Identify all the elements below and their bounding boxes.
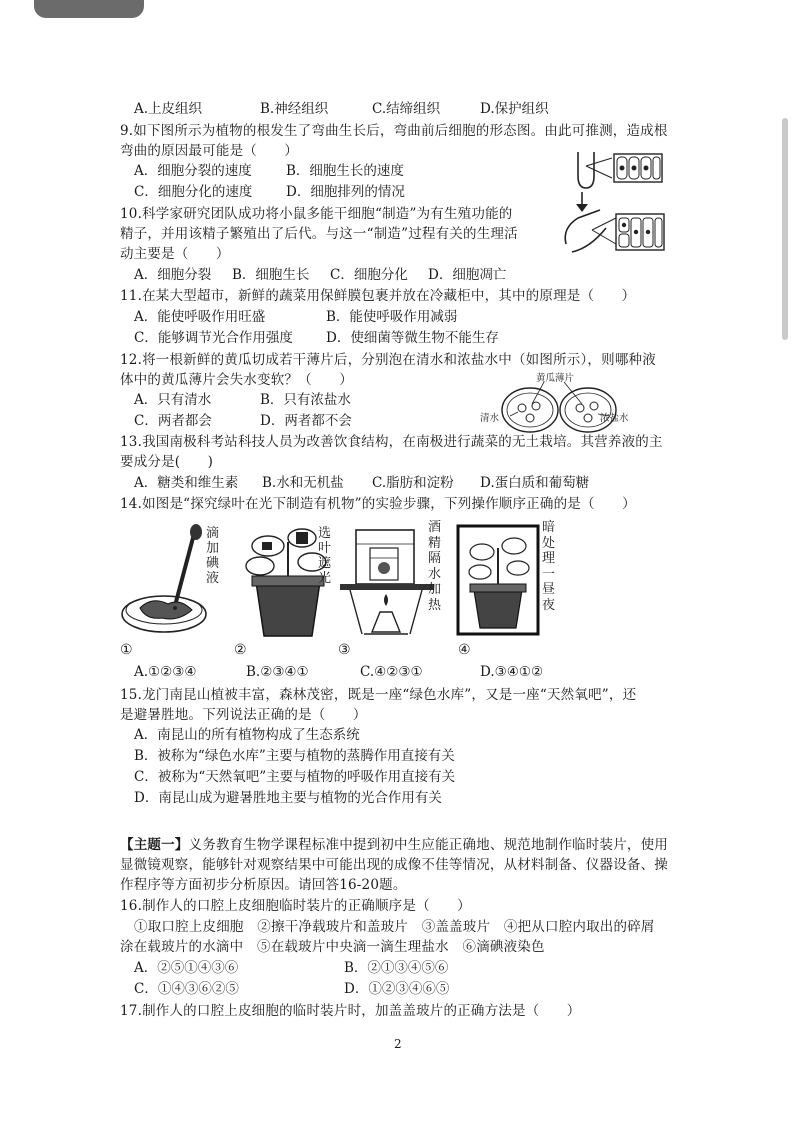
- q9-stem-line2: 弯曲的原因最可能是（ ）: [120, 143, 299, 159]
- q12-label-water: 清水: [480, 413, 500, 424]
- q11-option-b: B．能使呼吸作用减弱: [326, 309, 458, 325]
- q14-option-a: A.①②③④: [134, 664, 197, 680]
- q14-option-c: C.④②③①: [360, 664, 423, 680]
- q10-option-b: B．细胞生长: [232, 267, 310, 283]
- q13-option-a: A．糖类和维生素: [134, 475, 239, 491]
- q14-step1-iodine-figure: [118, 522, 228, 640]
- q17-stem-line1: 17.制作人的口腔上皮细胞的临时装片时，加盖盖玻片的正确方法是（ ）: [120, 1003, 581, 1019]
- q15-stem-line2: 是避暑胜地。下列说法正确的是（ ）: [120, 707, 367, 723]
- q9-root-cells-figure: [560, 148, 670, 260]
- q12-label-cucumber: 黄瓜薄片: [536, 373, 575, 384]
- q14-label-shading: 选叶遮光: [318, 526, 332, 586]
- q9-option-a: A．细胞分裂的速度: [134, 163, 252, 179]
- q14-step3-waterbath-figure: [336, 520, 446, 640]
- q9-option-d: D．细胞排列的情况: [286, 184, 405, 200]
- q15-option-b: B．被称为“绿色水库”主要与植物的蒸腾作用直接有关: [134, 748, 455, 764]
- q9-stem-line1: 9.如下图所示为植物的根发生了弯曲生长后，弯曲前后细胞的形态图。由此可推测，造成根: [120, 123, 668, 139]
- q8-option-b: B.神经组织: [260, 101, 329, 117]
- q9-option-b: B．细胞生长的速度: [286, 163, 404, 179]
- q15-option-c: C．被称为“天然氧吧”主要与植物的呼吸作用直接有关: [134, 769, 456, 785]
- q14-fig-number-2: ②: [234, 642, 247, 658]
- q12-option-c: C．两者都会: [134, 413, 212, 429]
- q16-option-a: A．②⑤①④③⑥: [134, 960, 239, 976]
- q14-label-iodine: 滴加碘液: [206, 526, 220, 586]
- q14-label-waterbath: 酒精隔水加热: [428, 520, 442, 613]
- q10-option-c: C．细胞分化: [330, 267, 408, 283]
- page-number: 2: [394, 1037, 402, 1051]
- theme1-line1: [120, 836, 668, 854]
- q15-stem-line1: 15.龙门南昆山植被丰富，森林茂密，既是一座“绿色水库”，又是一座“天然氧吧”，还: [120, 687, 637, 703]
- q14-step4-dark-figure: [456, 520, 560, 638]
- q8-option-d: D.保护组织: [480, 101, 549, 117]
- q16-option-c: C．①④③⑥②⑤: [134, 981, 239, 997]
- q14-step2-shading-figure: [232, 522, 342, 640]
- q10-stem-line3: 动主要是（ ）: [120, 246, 230, 262]
- q13-stem-line1: 13.我国南极科考站科技人员为改善饮食结构，在南极进行蔬菜的无土栽培。其营养液的主: [120, 434, 663, 450]
- q12-dishes-figure: [480, 370, 640, 436]
- theme1-line3: 作程序等方面初步分析原因。请回答16-20题。: [120, 877, 407, 893]
- q14-label-dark: 暗处理一昼夜: [542, 520, 556, 613]
- q11-option-a: A．能使呼吸作用旺盛: [134, 309, 266, 325]
- q13-option-d: D.蛋白质和葡萄糖: [480, 475, 590, 491]
- q13-option-b: B.水和无机盐: [262, 475, 344, 491]
- q12-option-d: D．两者都不会: [260, 413, 352, 429]
- q10-option-a: A．细胞分裂: [134, 267, 212, 283]
- q10-option-d: D．细胞凋亡: [428, 267, 507, 283]
- q16-option-b: B．②①③④⑤⑥: [344, 960, 449, 976]
- q14-option-b: B.②③④①: [246, 664, 309, 680]
- window-tab: [34, 0, 144, 18]
- q10-stem-line1: 10.科学家研究团队成功将小鼠多能干细胞“制造”为有生殖功能的: [120, 206, 513, 222]
- q13-stem-line2: 要成分是( ): [120, 454, 214, 470]
- q12-option-a: A．只有清水: [134, 392, 212, 408]
- q12-option-b: B．只有浓盐水: [260, 392, 351, 408]
- q13-option-c: C.脂肪和淀粉: [372, 475, 454, 491]
- q15-option-a: A．南昆山的所有植物构成了生态系统: [134, 727, 360, 743]
- q14-fig-number-3: ③: [338, 642, 351, 658]
- q14-fig-number-4: ④: [458, 642, 471, 658]
- q9-option-c: C．细胞分化的速度: [134, 184, 253, 200]
- theme1-line2: 显微镜观察，能够针对观察结果中可能出现的成像不佳等情况，从材料制备、仪器设备、操: [120, 857, 668, 873]
- q12-label-saltwater: 浓盐水: [600, 413, 629, 424]
- q15-option-d: D．南昆山成为避暑胜地主要与植物的光合作用有关: [134, 790, 442, 806]
- q12-stem-line1: 12.将一根新鲜的黄瓜切成若干薄片后，分别泡在清水和浓盐水中（如图所示），则哪种液: [120, 352, 656, 368]
- q16-option-d: D．①②③④⑥⑤: [344, 981, 450, 997]
- q14-stem-line1: 14.如图是“探究绿叶在光下制造有机物”的实验步骤，下列操作顺序正确的是（ ）: [120, 496, 636, 512]
- q11-option-c: C．能够调节光合作用强度: [134, 330, 293, 346]
- q12-stem-line2: 体中的黄瓜薄片会失水变软？（ ）: [120, 372, 353, 388]
- theme1-text-line1: 义务教育生物学课程标准中提到初中生应能正确地、规范地制作临时装片，使用: [188, 837, 668, 853]
- q8-option-a: A.上皮组织: [134, 101, 203, 117]
- q16-stem-line1: 16.制作人的口腔上皮细胞临时装片的正确顺序是（ ）: [120, 898, 471, 914]
- q11-stem-line1: 11.在某大型超市，新鲜的蔬菜用保鲜膜包裹并放在冷藏柜中，其中的原理是（ ）: [120, 288, 636, 304]
- q11-option-d: D．使细菌等微生物不能生存: [326, 330, 499, 346]
- scrollbar[interactable]: [782, 118, 788, 340]
- q8-option-c: C.结缔组织: [372, 101, 441, 117]
- q14-fig-number-1: ①: [120, 642, 133, 658]
- q14-option-d: D.③④①②: [480, 664, 544, 680]
- q10-stem-line2: 精子，并用该精子繁殖出了后代。与这一“制造”过程有关的生理活: [120, 226, 518, 242]
- q16-steps-line2: 涂在载玻片的水滴中 ⑤在载玻片中央滴一滴生理盐水 ⑥滴碘液染色: [120, 939, 545, 955]
- theme1-title: 【主题一】: [120, 837, 189, 853]
- q16-steps-line1: ①取口腔上皮细胞 ②擦干净载玻片和盖玻片 ③盖盖玻片 ④把从口腔内取出的碎屑: [134, 919, 655, 935]
